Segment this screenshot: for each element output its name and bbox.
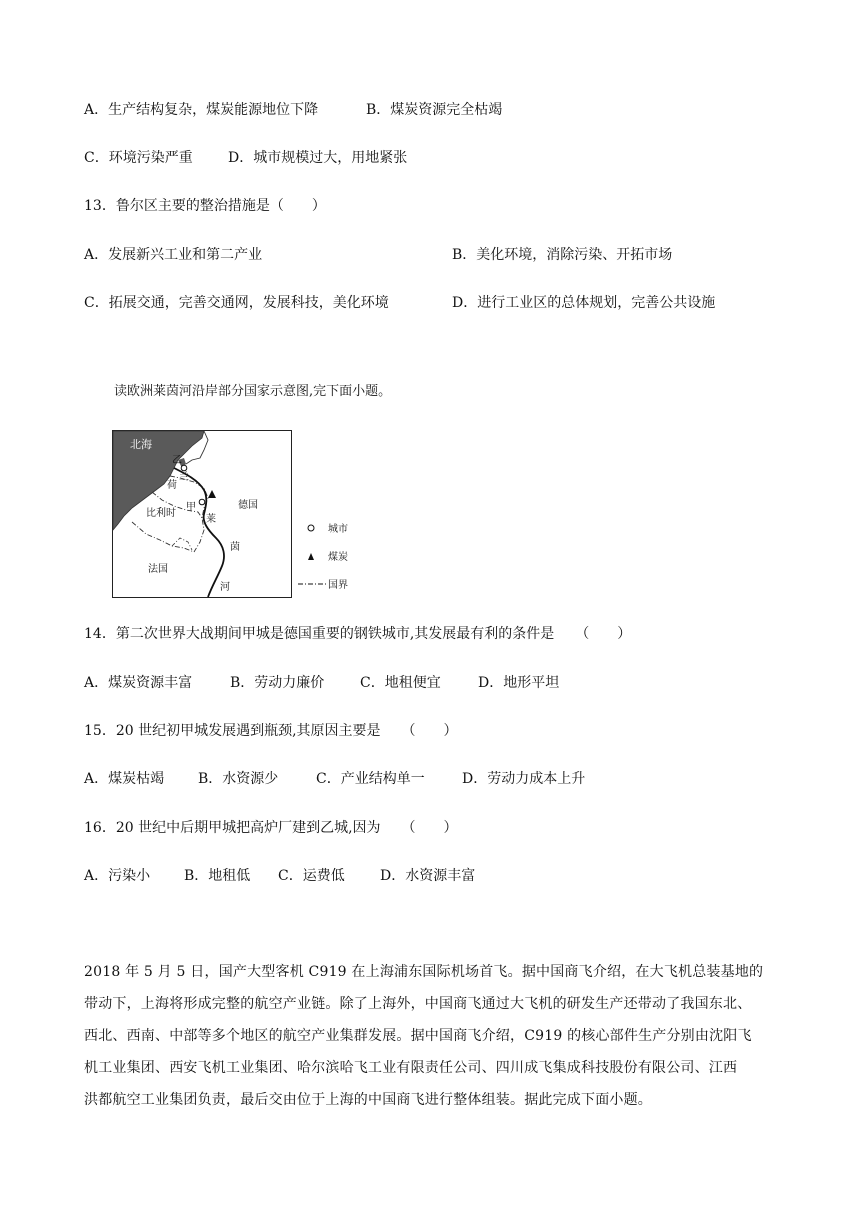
q15-option-d: D．劳动力成本上升	[462, 771, 586, 787]
q12-option-a: A．生产结构复杂，煤炭能源地位下降	[84, 102, 319, 118]
q13-option-d: D．进行工业区的总体规划，完善公共设施	[452, 295, 716, 311]
legend-city-icon	[308, 525, 314, 531]
q15-option-a: A．煤炭枯竭	[84, 771, 165, 787]
q16-option-d: D．水资源丰富	[380, 868, 476, 884]
passage-line: 带动下，上海将形成完整的航空产业链。除了上海外，中国商飞通过大飞机的研发生产还带动了我国东北、	[84, 996, 752, 1012]
label-lan: 兰	[179, 472, 189, 483]
legend-coal-label: 煤炭	[328, 552, 348, 563]
c919-passage	[84, 956, 778, 1116]
q16-option-c: C．运费低	[278, 868, 345, 884]
passage-line: 2018 年 5 月 5 日，国产大型客机 C919 在上海浦东国际机场首飞。据中国商飞介绍，在大飞机总装基地的	[84, 964, 764, 980]
label-river: 河	[220, 582, 230, 593]
q15-option-b: B．水资源少	[198, 771, 279, 787]
map-intro: 读欧洲莱茵河沿岸部分国家示意图,完下面小题。	[114, 384, 392, 399]
q16-option-a: A．污染小	[84, 868, 151, 884]
q14-option-c: C．地租便宜	[360, 675, 441, 691]
label-yi: 乙	[172, 455, 182, 466]
label-he: 荷	[167, 480, 177, 491]
q12-option-d: D．城市规模过大，用地紧张	[228, 150, 408, 166]
label-jia: 甲	[186, 502, 196, 513]
rhine-map	[112, 430, 292, 598]
q16-stem: 16．20 世纪中后期甲城把高炉厂建到乙城,因为 （ ）	[84, 820, 458, 836]
q13-option-c: C．拓展交通，完善交通网，发展科技，美化环境	[84, 295, 389, 311]
legend-border-label: 国界	[328, 580, 348, 591]
q13-stem: 13．鲁尔区主要的整治措施是（ ）	[84, 198, 326, 214]
label-lai: 莱	[206, 514, 216, 525]
q16-option-b: B．地租低	[184, 868, 251, 884]
q15-stem: 15．20 世纪初甲城发展遇到瓶颈,其原因主要是 （ ）	[84, 723, 458, 739]
label-germany: 德国	[238, 500, 258, 511]
label-france: 法国	[148, 564, 168, 575]
map-legend	[298, 518, 378, 598]
q15-option-c: C．产业结构单一	[316, 771, 425, 787]
q14-stem: 14．第二次世界大战期间甲城是德国重要的钢铁城市,其发展最有利的条件是 （ ）	[84, 626, 632, 642]
legend-city-label: 城市	[328, 524, 348, 535]
q14-option-a: A．煤炭资源丰富	[84, 675, 193, 691]
label-yin: 茵	[230, 542, 240, 553]
q12-option-b: B．煤炭资源完全枯竭	[366, 102, 503, 118]
label-belgium: 比利时	[146, 508, 176, 519]
city-jia-marker	[199, 499, 205, 505]
passage-line: 机工业集团、西安飞机工业集团、哈尔滨哈飞工业有限责任公司、四川成飞集成科技股份有限公司、江西	[84, 1060, 738, 1076]
q14-option-b: B．劳动力廉价	[230, 675, 325, 691]
passage-line: 西北、西南、中部等多个地区的航空产业集群发展。据中国商飞介绍，C919 的核心部件生产分别由沈阳飞	[84, 1028, 752, 1044]
q14-option-d: D．地形平坦	[478, 675, 560, 691]
q13-option-a: A．发展新兴工业和第二产业	[84, 247, 263, 263]
label-north-sea: 北海	[130, 438, 152, 451]
passage-line: 洪都航空工业集团负责，最后交由位于上海的中国商飞进行整体组装。据此完成下面小题。	[84, 1092, 652, 1108]
q12-option-c: C．环境污染严重	[84, 150, 193, 166]
q13-option-b: B．美化环境，消除污染、开拓市场	[452, 247, 673, 263]
legend-coal-icon	[308, 553, 314, 560]
city-yi-marker	[181, 465, 187, 471]
